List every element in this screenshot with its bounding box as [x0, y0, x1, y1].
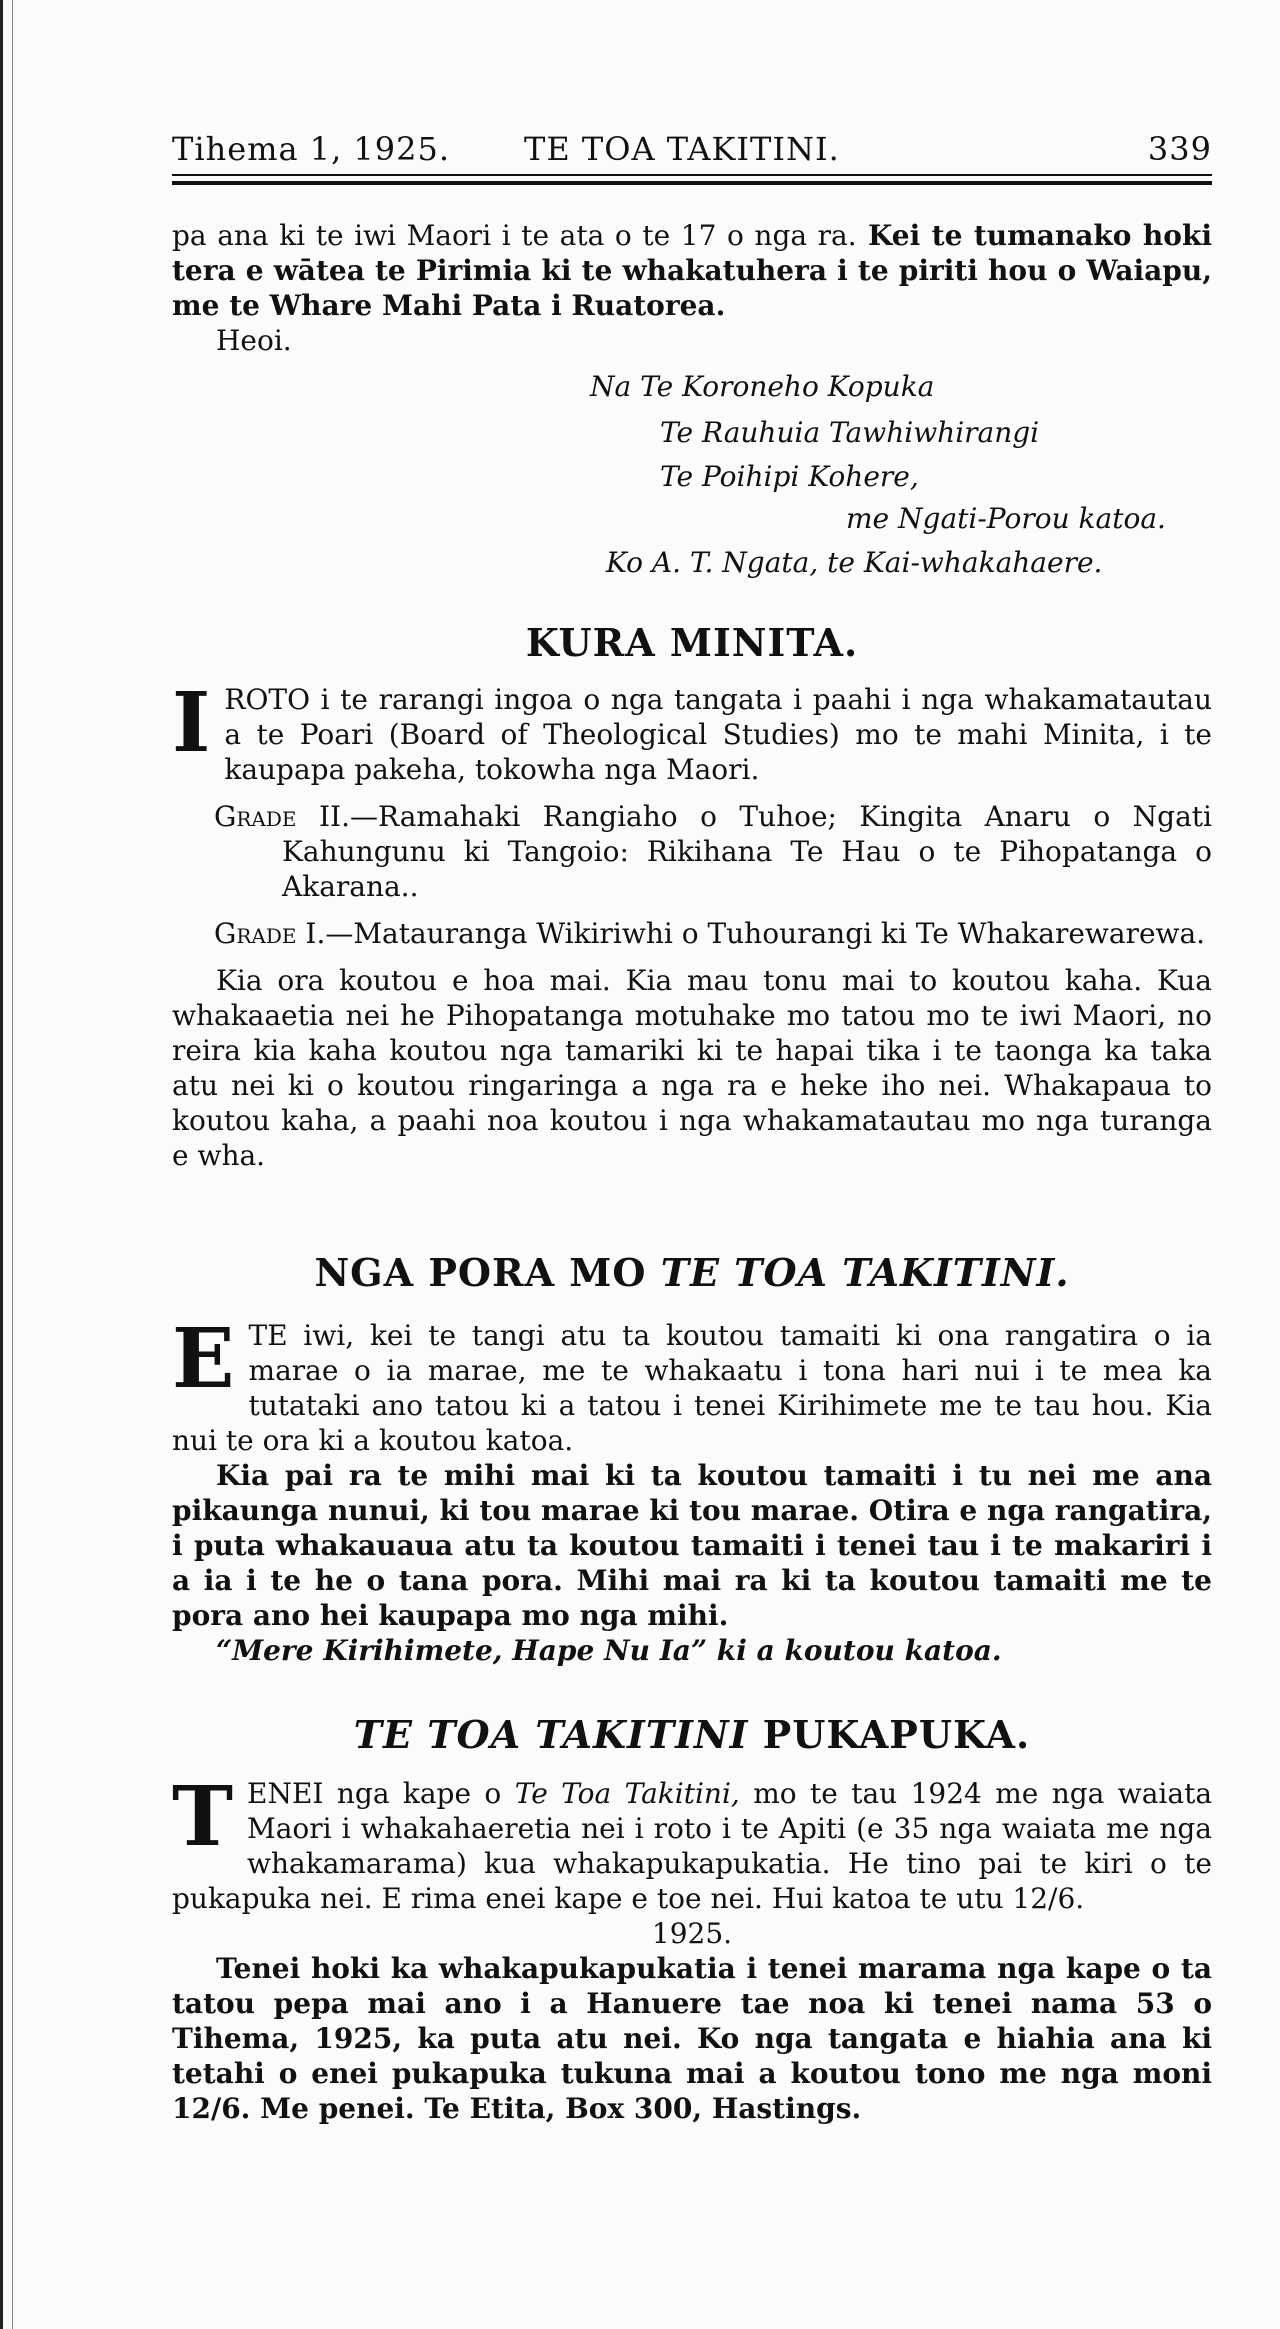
- pora-section: [172, 1311, 1212, 1668]
- header-date: Tihema 1, 1925.: [172, 130, 451, 168]
- signature-5: Ko A. T. Ngata, te Kai-whakahaere.: [606, 546, 1103, 579]
- intro-paragraph: [172, 218, 1212, 323]
- kura-text-1: ROTO i te rarangi ingoa o nga tangata i paahi i nga whakamatautau a te Poari (Board of Theological Studies) mo te mahi Minita, i te kaupapa pakeha, tokowha nga Maori.: [224, 683, 1212, 786]
- dropcap-t: T: [172, 1769, 234, 1865]
- pora-heading-a: NGA PORA MO: [314, 1250, 661, 1295]
- pukapuka-text-b: mo te tau 1924 me nga waiata Maori i whakahaeretia nei i roto i te Apiti (e 35 nga waiata me nga whakamarama) kua whakapukapukatia. He tino pai te kiri o te pukapuka nei. E rima enei kape e toe nei. Hui katoa te utu 12/6.: [172, 1777, 1213, 1915]
- pora-paragraph-2: Kia pai ra te mihi mai ki ta koutou tamaiti i tu nei me ana pikaunga nunui, ki tou marae ki tou marae. Otira e nga rangatira, i puta whakauaua atu ta koutou tamaiti i tenei tau i te makariri i a ia i te he o tana pora. Mihi mai ra ki ta koutou tamaiti me te pora ano hei kaupapa mo nga mihi.: [172, 1459, 1212, 1632]
- pukapuka-heading-b: PUKAPUKA.: [748, 1712, 1031, 1757]
- header-rule-thick: [172, 181, 1212, 185]
- grade-2-label: Grade II.: [214, 800, 350, 833]
- dropcap-i: I: [172, 675, 211, 771]
- pukapuka-paragraph-1: [172, 1769, 1213, 1916]
- kura-section: [172, 675, 1212, 1173]
- kura-paragraph-2: Kia ora koutou e hoa mai. Kia mau tonu mai to koutou kaha. Kua whakaaetia nei he Pihopatanga motuhake mo tatou mo te iwi Maori, no reira kia kaha koutou nga tamariki ki te hapai tika i te taonga ka taka atu nei ki o koutou ringaringa a nga ra e heke iho nei. Whakapaua to koutou kaha, a paahi noa koutou i nga whakamatautau mo nga turanga e wha.: [172, 964, 1212, 1172]
- header-rule: [172, 174, 1212, 176]
- signature-2: Te Rauhuia Tawhiwhirangi: [660, 416, 1040, 449]
- pora-text-1: TE iwi, kei te tangi atu ta koutou tamaiti ki ona rangatira o ia marae o ia marae, me te whakaatu i tona hari nui i te mea ka tutataki ano tatou ki a tatou i tenei Kirihimete me te tau hou. Kia nui te ora ki a koutou katoa.: [172, 1319, 1212, 1457]
- pora-paragraph-1: [172, 1311, 1212, 1458]
- page-number: 339: [1147, 130, 1212, 168]
- signature-4: me Ngati-Porou katoa.: [846, 502, 1166, 535]
- page-edge: [0, 0, 3, 2329]
- grade-2-entry: [172, 799, 1212, 904]
- kura-paragraph-1: [172, 675, 1212, 787]
- pora-greeting: “Mere Kirihimete, Hape Nu Ia” ki a koutou katoa.: [216, 1634, 1002, 1667]
- grade-1-text: —Matauranga Wikiriwhi o Tuhourangi ki Te Whakarewarewa.: [325, 917, 1206, 950]
- pukapuka-heading: [172, 1712, 1212, 1757]
- heoi-line: Heoi.: [216, 324, 292, 357]
- intro-text-a: pa ana ki te iwi Maori i te ata o te 17 o nga ra.: [172, 219, 857, 252]
- pukapuka-heading-a: TE TOA TAKITINI: [353, 1712, 749, 1757]
- header-title: TE TOA TAKITINI.: [524, 130, 840, 168]
- dropcap-e: E: [172, 1311, 235, 1407]
- signature-3: Te Poihipi Kohere,: [660, 460, 919, 493]
- pukapuka-paragraph-2: Tenei hoki ka whakapukapukatia i tenei marama nga kape o ta tatou pepa mai ano i a Hanuere tae noa ki tenei nama 53 o Tihema, 1925, ka puta atu nei. Ko nga tangata e hiahia ana ki tetahi o enei pukapuka tukuna mai a koutou tono me nga moni 12/6. Me penei. Te Etita, Box 300, Hastings.: [172, 1952, 1212, 2125]
- grade-2-text: —Ramahaki Rangiaho o Tuhoe; Kingita Anaru o Ngati Kahungunu ki Tangoio: Rikihana Te Hau o te Pihopatanga o Akarana..: [282, 800, 1212, 903]
- intro-section: [172, 218, 1212, 358]
- pukapuka-text-a: ENEI nga kape o: [247, 1777, 515, 1810]
- pora-heading: [172, 1250, 1212, 1295]
- pukapuka-title-italic: Te Toa Takitini,: [514, 1777, 740, 1810]
- kura-heading: KURA MINITA.: [525, 620, 859, 665]
- grade-1-entry: [172, 916, 1212, 951]
- pora-heading-b: TE TOA TAKITINI.: [660, 1250, 1070, 1295]
- year-line: 1925.: [651, 1917, 733, 1950]
- page-edge-line: [12, 0, 13, 2329]
- signature-1: Na Te Koroneho Kopuka: [590, 370, 935, 403]
- intro-text-b: Kei te tumanako hoki tera e wātea te Pirimia ki te whakatuhera i te piriti hou o Waiapu, me te Whare Mahi Pata i Ruatorea.: [172, 219, 1212, 322]
- grade-1-label: Grade I.: [214, 917, 326, 950]
- pukapuka-section: [172, 1769, 1213, 2126]
